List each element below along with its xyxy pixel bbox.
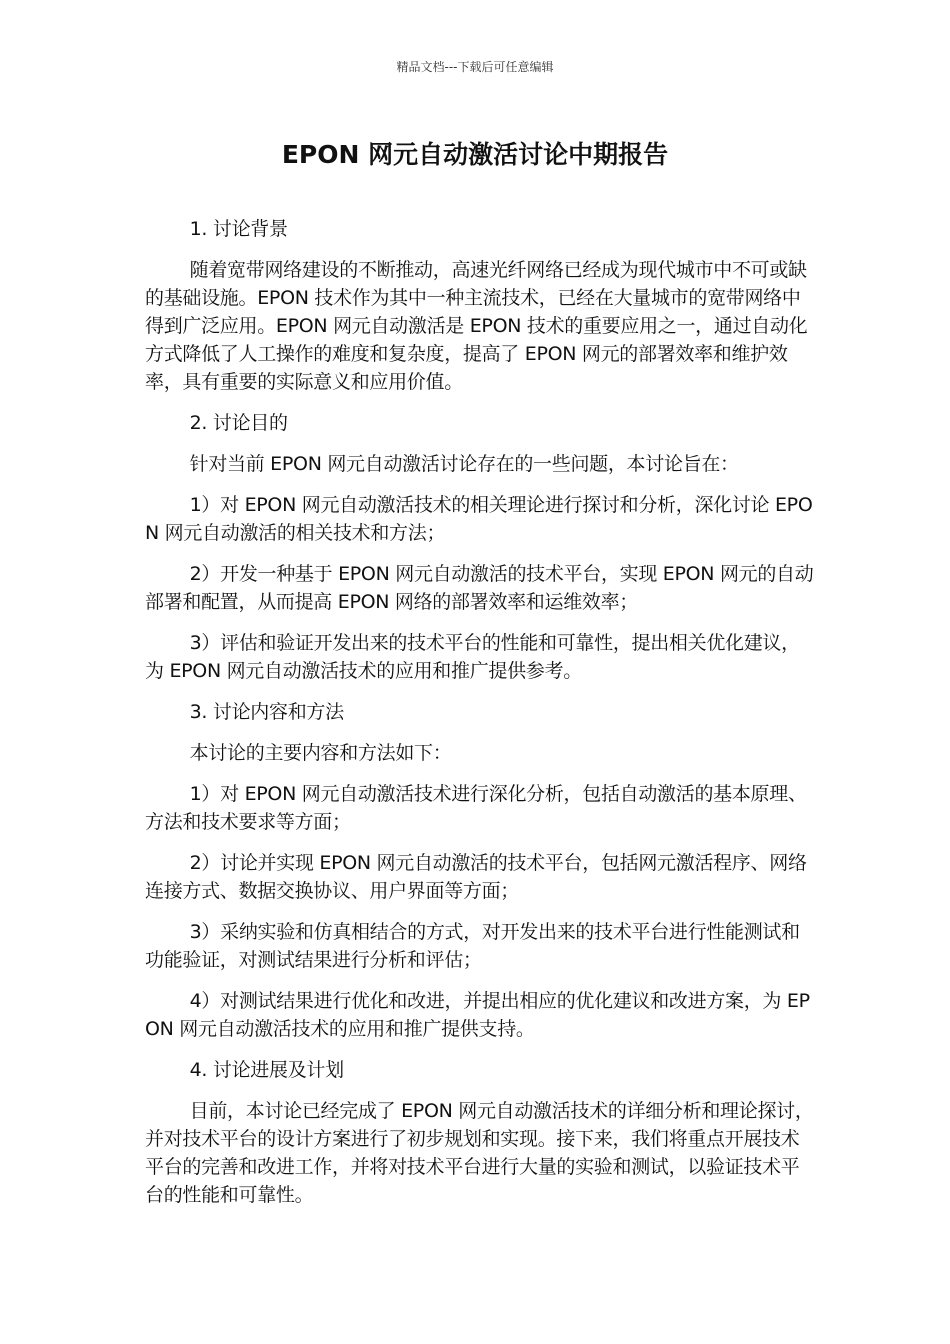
section-heading-progress: 4. 讨论进展及计划 bbox=[189, 1059, 344, 1081]
document-body bbox=[145, 215, 817, 1222]
purpose-item-3: 3）评估和验证开发出来的技术平台的性能和可靠性，提出相关优化建议，为 EPON 网元自动激活技术的应用和推广提供参考。 bbox=[145, 632, 800, 682]
page-header-note: 精品文档---下载后可任意编辑 bbox=[396, 60, 554, 74]
background-paragraph: 随着宽带网络建设的不断推动，高速光纤网络已经成为现代城市中不可或缺的基础设施。EPON 技术作为其中一种主流技术，已经在大量城市的宽带网络中得到广泛应用。EPON 网元自动激活是 EPON 技术的重要应用之一，通过自动化方式降低了人工操作的难度和复杂度，提高了 EPON 网元的部署效率和维护效率，具有重要的实际意义和应用价值。 bbox=[145, 259, 808, 393]
content-intro: 本讨论的主要内容和方法如下： bbox=[189, 742, 452, 764]
purpose-intro: 针对当前 EPON 网元自动激活讨论存在的一些问题，本讨论旨在： bbox=[189, 453, 739, 475]
purpose-item-2: 2）开发一种基于 EPON 网元自动激活的技术平台，实现 EPON 网元的自动部署和配置，从而提高 EPON 网络的部署效率和运维效率； bbox=[145, 563, 814, 613]
document-title: EPON 网元自动激活讨论中期报告 bbox=[281, 140, 669, 169]
section-heading-content-methods: 3. 讨论内容和方法 bbox=[189, 701, 344, 723]
content-item-4: 4）对测试结果进行优化和改进，并提出相应的优化建议和改进方案，为 EPON 网元自动激活技术的应用和推广提供支持。 bbox=[145, 990, 810, 1040]
section-heading-purpose: 2. 讨论目的 bbox=[189, 412, 288, 434]
section-heading-background: 1. 讨论背景 bbox=[189, 218, 288, 240]
content-item-3: 3）采纳实验和仿真相结合的方式，对开发出来的技术平台进行性能测试和功能验证，对测试结果进行分析和评估； bbox=[145, 921, 800, 971]
content-item-2: 2）讨论并实现 EPON 网元自动激活的技术平台，包括网元激活程序、网络连接方式、数据交换协议、用户界面等方面； bbox=[145, 852, 807, 902]
content-item-1: 1）对 EPON 网元自动激活技术进行深化分析，包括自动激活的基本原理、方法和技术要求等方面； bbox=[145, 783, 807, 833]
progress-paragraph: 目前，本讨论已经完成了 EPON 网元自动激活技术的详细分析和理论探讨，并对技术平台的设计方案进行了初步规划和实现。接下来，我们将重点开展技术平台的完善和改进工作，并将对技术平台进行大量的实验和测试，以验证技术平台的性能和可靠性。 bbox=[145, 1100, 814, 1206]
purpose-item-1: 1）对 EPON 网元自动激活技术的相关理论进行探讨和分析，深化讨论 EPON 网元自动激活的相关技术和方法； bbox=[145, 494, 813, 544]
